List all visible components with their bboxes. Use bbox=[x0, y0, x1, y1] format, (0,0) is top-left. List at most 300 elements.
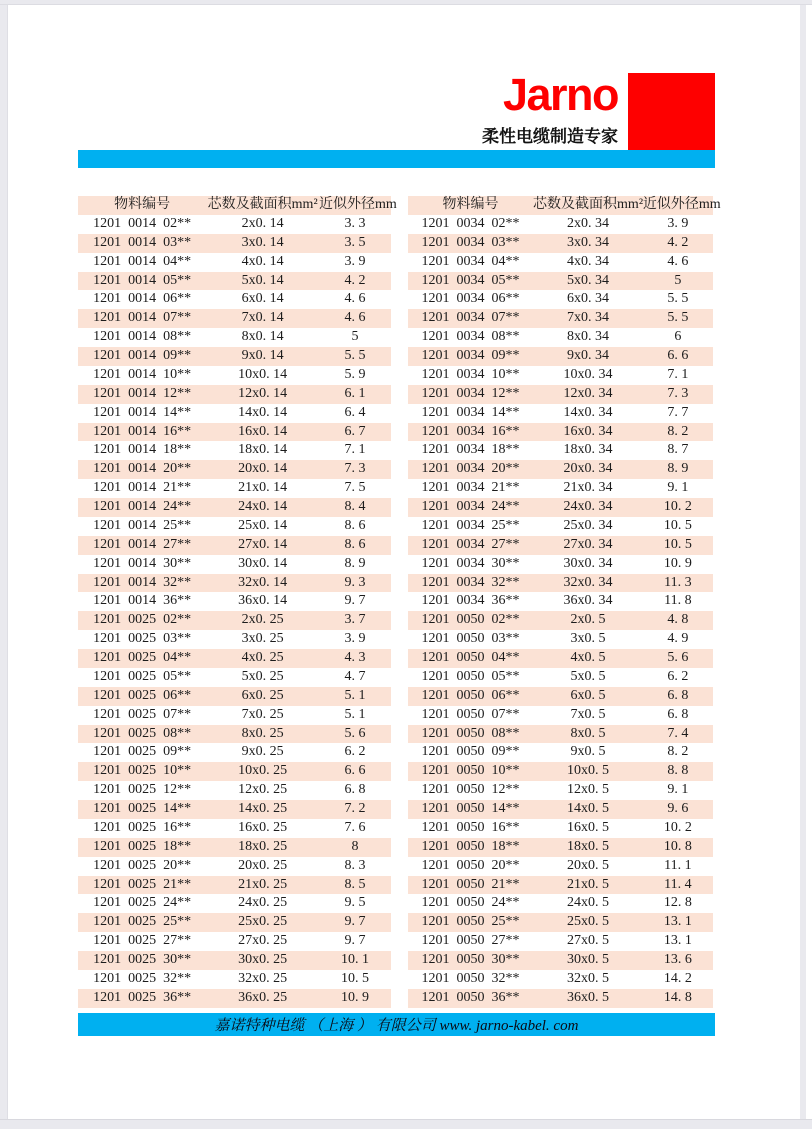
table-cell: 1201 0025 14** bbox=[93, 801, 192, 816]
table-row bbox=[78, 970, 391, 989]
table-cell: 7. 1 bbox=[344, 442, 366, 458]
table-row bbox=[408, 838, 713, 857]
table-cell: 6. 8 bbox=[344, 782, 366, 798]
table-cell: 5x0. 14 bbox=[241, 272, 284, 288]
table-cell: 1201 0014 02** bbox=[93, 215, 192, 231]
table-cell: 2x0. 25 bbox=[241, 612, 284, 628]
table-cell: 24x0. 25 bbox=[238, 895, 288, 911]
table-cell: 5. 1 bbox=[344, 706, 366, 722]
table-cell: 1201 0050 18** bbox=[421, 838, 520, 854]
table-row bbox=[78, 404, 391, 423]
table-cell: 13. 1 bbox=[663, 933, 692, 949]
table-cell: 5x0. 5 bbox=[570, 668, 606, 684]
table-cell: 21x0. 34 bbox=[563, 480, 613, 496]
table-cell: 5x0. 34 bbox=[566, 272, 609, 288]
table-cell: 14. 8 bbox=[663, 989, 692, 1005]
table-row bbox=[408, 423, 713, 442]
table-cell: 1201 0014 05** bbox=[93, 272, 192, 288]
table-cell: 1201 0014 06** bbox=[93, 291, 192, 307]
table-row bbox=[78, 857, 391, 876]
table-cell: 1201 0014 25** bbox=[93, 517, 192, 533]
table-row bbox=[408, 328, 713, 347]
table-cell: 25x0. 14 bbox=[238, 517, 288, 533]
table-cell: 12x0. 14 bbox=[238, 385, 288, 401]
table-cell: 1201 0014 20** bbox=[93, 461, 192, 477]
table-cell: 16x0. 34 bbox=[563, 423, 613, 439]
table-cell: 1201 0050 24** bbox=[421, 895, 520, 911]
table-cell: 1201 0034 20** bbox=[421, 461, 520, 477]
table-cell: 36x0. 14 bbox=[238, 593, 288, 609]
table-row bbox=[408, 932, 713, 951]
table-cell: 14x0. 34 bbox=[563, 404, 613, 420]
table-cell: 1201 0050 05** bbox=[421, 668, 520, 684]
table-cell: 7. 6 bbox=[344, 819, 366, 835]
table-cell: 9. 6 bbox=[667, 801, 689, 816]
table-cell: 6. 8 bbox=[667, 706, 689, 722]
table-cell: 1201 0050 20** bbox=[421, 857, 520, 873]
table-cell: 5. 5 bbox=[344, 348, 366, 363]
table-cell: 1201 0014 14** bbox=[93, 404, 192, 420]
table-row bbox=[78, 951, 391, 970]
table-cell: 24x0. 14 bbox=[238, 499, 288, 514]
table-row bbox=[408, 781, 713, 800]
table-cell: 8. 6 bbox=[344, 536, 366, 552]
table-cell: 4. 2 bbox=[667, 234, 689, 250]
table-cell: 1201 0025 30** bbox=[93, 952, 192, 967]
table-row bbox=[78, 630, 391, 649]
table-row bbox=[408, 215, 713, 234]
table-cell: 32x0. 5 bbox=[566, 970, 609, 986]
spec-table-left bbox=[78, 196, 397, 1008]
table-cell: 14x0. 25 bbox=[238, 801, 288, 816]
table-row bbox=[408, 517, 713, 536]
table-cell: 8x0. 5 bbox=[570, 725, 606, 741]
table-row bbox=[78, 347, 391, 366]
table-cell: 3. 5 bbox=[344, 234, 366, 250]
table-row bbox=[408, 290, 713, 309]
table-cell: 1201 0050 27** bbox=[421, 933, 520, 949]
column-header: 物料编号 bbox=[114, 197, 171, 212]
table-cell: 1201 0034 18** bbox=[421, 442, 520, 458]
table-cell: 10. 2 bbox=[663, 499, 692, 514]
table-cell: 1201 0014 16** bbox=[93, 423, 192, 439]
table-row bbox=[78, 611, 391, 630]
table-cell: 5 bbox=[674, 272, 682, 288]
table-cell: 6x0. 14 bbox=[241, 291, 284, 307]
table-cell: 6. 2 bbox=[344, 744, 366, 760]
table-row bbox=[408, 574, 713, 593]
table-row bbox=[408, 989, 713, 1008]
table-row bbox=[408, 555, 713, 574]
table-row bbox=[408, 498, 713, 517]
table-cell: 6. 4 bbox=[344, 404, 366, 420]
table-row bbox=[78, 498, 391, 517]
table-cell: 7. 7 bbox=[667, 404, 689, 420]
table-cell: 10. 5 bbox=[341, 970, 369, 986]
table-cell: 9x0. 5 bbox=[570, 744, 606, 760]
table-cell: 13. 1 bbox=[663, 914, 692, 930]
table-cell: 3. 9 bbox=[667, 215, 689, 231]
table-cell: 3x0. 14 bbox=[241, 234, 284, 250]
table-cell: 4x0. 34 bbox=[566, 253, 609, 269]
table-cell: 1201 0025 02** bbox=[93, 612, 192, 628]
table-cell: 25x0. 25 bbox=[238, 914, 288, 930]
table-cell: 6. 7 bbox=[344, 423, 366, 439]
table-cell: 20x0. 34 bbox=[563, 461, 613, 477]
table-cell: 1201 0025 05** bbox=[93, 668, 192, 684]
table-row bbox=[408, 441, 713, 460]
table-row bbox=[408, 460, 713, 479]
table-cell: 1201 0014 10** bbox=[93, 366, 192, 382]
table-row bbox=[408, 762, 713, 781]
table-row bbox=[408, 725, 713, 744]
viewer-page-edge-bottom bbox=[0, 1119, 812, 1129]
header-accent-bar bbox=[78, 150, 715, 168]
table-cell: 1201 0034 25** bbox=[421, 517, 520, 533]
table-row bbox=[78, 309, 391, 328]
column-header: 芯数及截面积mm² bbox=[533, 197, 644, 212]
table-cell: 1201 0050 10** bbox=[421, 763, 520, 779]
table-cell: 4x0. 25 bbox=[241, 650, 284, 665]
table-cell: 12x0. 25 bbox=[238, 782, 288, 798]
table-cell: 1201 0014 03** bbox=[93, 234, 192, 250]
table-cell: 7. 3 bbox=[667, 385, 689, 401]
table-row bbox=[78, 574, 391, 593]
table-row bbox=[408, 536, 713, 555]
table-cell: 20x0. 14 bbox=[238, 461, 288, 477]
table-cell: 1201 0014 12** bbox=[93, 385, 192, 401]
table-row bbox=[408, 272, 713, 291]
table-cell: 1201 0050 02** bbox=[421, 612, 520, 628]
table-cell: 7. 5 bbox=[344, 480, 366, 496]
table-cell: 8 bbox=[351, 838, 359, 854]
table-cell: 1201 0014 18** bbox=[93, 442, 192, 458]
table-cell: 1201 0014 27** bbox=[93, 536, 192, 552]
table-cell: 1201 0025 07** bbox=[93, 706, 192, 722]
table-row bbox=[78, 743, 391, 762]
viewer-page-edge-top bbox=[0, 0, 812, 5]
table-cell: 36x0. 5 bbox=[566, 989, 609, 1005]
table-cell: 2x0. 5 bbox=[570, 612, 606, 628]
table-row bbox=[78, 253, 391, 272]
table-row bbox=[408, 611, 713, 630]
table-cell: 1201 0034 07** bbox=[421, 310, 520, 326]
table-cell: 25x0. 34 bbox=[563, 517, 613, 533]
table-cell: 1201 0034 10** bbox=[421, 366, 520, 382]
table-cell: 27x0. 25 bbox=[238, 933, 288, 949]
table-cell: 14x0. 14 bbox=[238, 404, 288, 420]
table-cell: 4. 6 bbox=[344, 310, 366, 326]
table-cell: 1201 0025 04** bbox=[93, 650, 192, 665]
viewer-page-edge-right bbox=[800, 5, 806, 1119]
table-cell: 21x0. 25 bbox=[238, 876, 288, 892]
table-row bbox=[78, 838, 391, 857]
footer-bar bbox=[78, 1013, 715, 1036]
table-cell: 1201 0050 32** bbox=[421, 970, 520, 986]
table-cell: 5. 5 bbox=[667, 310, 689, 326]
table-row bbox=[78, 441, 391, 460]
table-cell: 7x0. 14 bbox=[241, 310, 284, 326]
table-cell: 7x0. 25 bbox=[241, 706, 284, 722]
table-cell: 5. 5 bbox=[667, 291, 689, 307]
table-row bbox=[78, 272, 391, 291]
table-cell: 27x0. 34 bbox=[563, 536, 613, 552]
table-cell: 1201 0014 32** bbox=[93, 574, 192, 590]
table-row bbox=[78, 460, 391, 479]
table-row bbox=[78, 592, 391, 611]
table-cell: 18x0. 5 bbox=[566, 838, 609, 854]
table-row bbox=[408, 819, 713, 838]
table-cell: 10. 9 bbox=[341, 989, 369, 1005]
table-cell: 1201 0050 16** bbox=[421, 819, 520, 835]
table-cell: 1201 0025 16** bbox=[93, 819, 192, 835]
table-cell: 8x0. 34 bbox=[566, 329, 609, 345]
table-cell: 8. 2 bbox=[667, 744, 689, 760]
table-cell: 32x0. 34 bbox=[563, 574, 613, 590]
table-cell: 11. 8 bbox=[664, 593, 692, 609]
table-cell: 2x0. 14 bbox=[241, 215, 284, 231]
table-cell: 3. 9 bbox=[344, 631, 366, 647]
table-cell: 1201 0025 21** bbox=[93, 876, 192, 892]
table-row bbox=[78, 517, 391, 536]
table-cell: 1201 0014 09** bbox=[93, 348, 192, 363]
table-cell: 4. 2 bbox=[344, 272, 366, 288]
table-cell: 8. 5 bbox=[344, 876, 366, 892]
brand-logo-mark bbox=[628, 73, 715, 150]
table-cell: 30x0. 34 bbox=[563, 555, 613, 571]
table-cell: 1201 0050 06** bbox=[421, 687, 520, 703]
table-cell: 9. 1 bbox=[667, 782, 689, 798]
column-header: 近似外径mm bbox=[642, 197, 721, 212]
table-cell: 1201 0034 03** bbox=[421, 234, 520, 250]
table-row bbox=[78, 762, 391, 781]
table-cell: 9. 5 bbox=[344, 895, 366, 911]
table-cell: 7. 3 bbox=[344, 461, 366, 477]
table-cell: 27x0. 14 bbox=[238, 536, 288, 552]
table-cell: 4. 6 bbox=[344, 291, 366, 307]
table-cell: 1201 0034 32** bbox=[421, 574, 520, 590]
table-cell: 8. 9 bbox=[667, 461, 689, 477]
table-cell: 10. 5 bbox=[663, 536, 692, 552]
brand-logo-text: Jarno bbox=[502, 69, 618, 120]
table-cell: 1201 0025 03** bbox=[93, 631, 192, 647]
table-cell: 5. 9 bbox=[344, 366, 366, 382]
table-cell: 12x0. 5 bbox=[566, 782, 609, 798]
table-cell: 3. 3 bbox=[344, 215, 366, 231]
table-cell: 4. 8 bbox=[667, 612, 689, 628]
table-cell: 8. 3 bbox=[344, 857, 366, 873]
table-cell: 10x0. 14 bbox=[238, 366, 288, 382]
table-cell: 7. 4 bbox=[667, 725, 689, 741]
column-header: 芯数及截面积mm² bbox=[207, 197, 318, 212]
table-cell: 5. 6 bbox=[667, 650, 689, 665]
footer-company-text: 嘉诺特种电缆 （上海 ） 有限公司 www. jarno-kabel. com bbox=[214, 1018, 579, 1034]
table-cell: 8x0. 14 bbox=[241, 329, 284, 345]
table-cell: 1201 0034 36** bbox=[421, 593, 520, 609]
table-row bbox=[78, 668, 391, 687]
table-cell: 9. 7 bbox=[344, 914, 366, 930]
table-row bbox=[408, 894, 713, 913]
table-cell: 6. 6 bbox=[344, 763, 366, 779]
table-cell: 7. 1 bbox=[667, 366, 689, 382]
table-cell: 1201 0034 04** bbox=[421, 253, 520, 269]
table-cell: 13. 6 bbox=[663, 952, 692, 967]
table-cell: 6. 2 bbox=[667, 668, 689, 684]
table-cell: 14x0. 5 bbox=[566, 801, 609, 816]
table-cell: 11. 1 bbox=[664, 857, 692, 873]
table-cell: 7. 2 bbox=[344, 801, 366, 816]
table-cell: 6x0. 34 bbox=[566, 291, 609, 307]
table-row bbox=[78, 366, 391, 385]
table-cell: 1201 0025 18** bbox=[93, 838, 192, 854]
table-cell: 9x0. 25 bbox=[241, 744, 284, 760]
table-cell: 24x0. 5 bbox=[566, 895, 609, 911]
table-row bbox=[408, 479, 713, 498]
table-cell: 1201 0034 21** bbox=[421, 480, 520, 496]
table-cell: 1201 0025 10** bbox=[93, 763, 192, 779]
table-cell: 1201 0014 24** bbox=[93, 499, 192, 514]
table-row bbox=[78, 290, 391, 309]
table-row bbox=[408, 649, 713, 668]
table-cell: 1201 0050 12** bbox=[421, 782, 520, 798]
table-cell: 1201 0050 21** bbox=[421, 876, 520, 892]
table-row bbox=[78, 536, 391, 555]
table-cell: 1201 0025 25** bbox=[93, 914, 192, 930]
table-cell: 1201 0034 06** bbox=[421, 291, 520, 307]
table-row bbox=[78, 800, 391, 819]
table-cell: 1201 0034 14** bbox=[421, 404, 520, 420]
brand-tagline: 柔性电缆制造专家 bbox=[482, 127, 618, 146]
table-cell: 5 bbox=[351, 329, 359, 345]
table-cell: 1201 0050 30** bbox=[421, 952, 520, 967]
table-cell: 1201 0014 04** bbox=[93, 253, 192, 269]
table-cell: 1201 0014 07** bbox=[93, 310, 192, 326]
table-cell: 1201 0034 08** bbox=[421, 329, 520, 345]
table-cell: 10. 5 bbox=[663, 517, 692, 533]
table-cell: 16x0. 14 bbox=[238, 423, 288, 439]
table-cell: 20x0. 5 bbox=[566, 857, 609, 873]
table-cell: 9. 1 bbox=[667, 480, 689, 496]
spec-table-right bbox=[408, 196, 721, 1008]
table-row bbox=[408, 347, 713, 366]
table-cell: 1201 0050 04** bbox=[421, 650, 520, 665]
table-cell: 36x0. 34 bbox=[563, 593, 613, 609]
table-cell: 6. 6 bbox=[667, 348, 689, 363]
table-cell: 6. 1 bbox=[344, 385, 366, 401]
table-cell: 1201 0034 02** bbox=[421, 215, 520, 231]
table-cell: 1201 0025 06** bbox=[93, 687, 192, 703]
table-cell: 8. 8 bbox=[667, 763, 689, 779]
table-row bbox=[408, 800, 713, 819]
table-cell: 1201 0050 25** bbox=[421, 914, 520, 930]
table-row bbox=[408, 234, 713, 253]
table-cell: 2x0. 34 bbox=[566, 215, 609, 231]
table-cell: 1201 0025 36** bbox=[93, 989, 192, 1005]
table-cell: 1201 0050 03** bbox=[421, 631, 520, 647]
table-row bbox=[78, 989, 391, 1008]
table-cell: 8. 4 bbox=[344, 499, 366, 514]
table-cell: 8. 6 bbox=[344, 517, 366, 533]
table-cell: 24x0. 34 bbox=[563, 499, 613, 514]
table-cell: 10x0. 34 bbox=[563, 366, 613, 382]
table-cell: 16x0. 25 bbox=[238, 819, 288, 835]
table-cell: 5. 1 bbox=[344, 687, 366, 703]
table-cell: 4. 9 bbox=[667, 631, 689, 647]
table-cell: 30x0. 5 bbox=[566, 952, 609, 967]
table-cell: 4. 3 bbox=[344, 650, 366, 665]
table-cell: 1201 0050 14** bbox=[421, 801, 520, 816]
table-row bbox=[78, 234, 391, 253]
table-cell: 1201 0025 12** bbox=[93, 782, 192, 798]
table-cell: 3x0. 34 bbox=[566, 234, 609, 250]
table-cell: 6x0. 5 bbox=[570, 687, 606, 703]
table-row bbox=[408, 385, 713, 404]
table-cell: 9x0. 14 bbox=[241, 348, 284, 363]
table-row bbox=[408, 913, 713, 932]
table-cell: 10. 1 bbox=[341, 952, 369, 967]
table-cell: 5. 6 bbox=[344, 725, 366, 741]
table-cell: 6. 8 bbox=[667, 687, 689, 703]
column-header: 近似外径mm bbox=[319, 197, 397, 212]
table-row bbox=[78, 215, 391, 234]
table-cell: 1201 0034 30** bbox=[421, 555, 520, 571]
table-row bbox=[408, 743, 713, 762]
table-cell: 20x0. 25 bbox=[238, 857, 288, 873]
table-cell: 10. 2 bbox=[663, 819, 692, 835]
table-cell: 12. 8 bbox=[663, 895, 692, 911]
table-cell: 21x0. 14 bbox=[238, 480, 288, 496]
table-row bbox=[408, 970, 713, 989]
table-row bbox=[408, 857, 713, 876]
table-row bbox=[408, 687, 713, 706]
table-row bbox=[78, 687, 391, 706]
table-cell: 1201 0050 08** bbox=[421, 725, 520, 741]
table-row bbox=[78, 423, 391, 442]
table-cell: 30x0. 14 bbox=[238, 555, 288, 571]
table-cell: 10x0. 25 bbox=[238, 763, 288, 779]
table-cell: 1201 0034 27** bbox=[421, 536, 520, 552]
column-header: 物料编号 bbox=[442, 197, 499, 212]
table-row bbox=[78, 706, 391, 725]
table-cell: 32x0. 25 bbox=[238, 970, 288, 986]
table-row bbox=[78, 479, 391, 498]
table-cell: 4x0. 5 bbox=[570, 650, 606, 665]
table-row bbox=[408, 951, 713, 970]
table-row bbox=[78, 819, 391, 838]
table-cell: 6 bbox=[674, 329, 682, 345]
table-cell: 1201 0025 24** bbox=[93, 895, 192, 911]
table-cell: 18x0. 14 bbox=[238, 442, 288, 458]
table-cell: 5x0. 25 bbox=[241, 668, 284, 684]
table-cell: 1201 0034 12** bbox=[421, 385, 520, 401]
table-row bbox=[408, 630, 713, 649]
table-cell: 12x0. 34 bbox=[563, 385, 613, 401]
table-cell: 8. 2 bbox=[667, 423, 689, 439]
table-cell: 4. 7 bbox=[344, 668, 366, 684]
table-cell: 21x0. 5 bbox=[566, 876, 609, 892]
table-cell: 4. 6 bbox=[667, 253, 689, 269]
table-cell: 1201 0025 27** bbox=[93, 933, 192, 949]
table-cell: 1201 0034 09** bbox=[421, 348, 520, 363]
table-cell: 32x0. 14 bbox=[238, 574, 288, 590]
table-cell: 14. 2 bbox=[663, 970, 692, 986]
table-cell: 25x0. 5 bbox=[566, 914, 609, 930]
table-cell: 1201 0014 21** bbox=[93, 480, 192, 496]
table-cell: 6x0. 25 bbox=[241, 687, 284, 703]
table-cell: 1201 0025 09** bbox=[93, 744, 192, 760]
table-row bbox=[408, 706, 713, 725]
table-cell: 7x0. 5 bbox=[570, 706, 606, 722]
